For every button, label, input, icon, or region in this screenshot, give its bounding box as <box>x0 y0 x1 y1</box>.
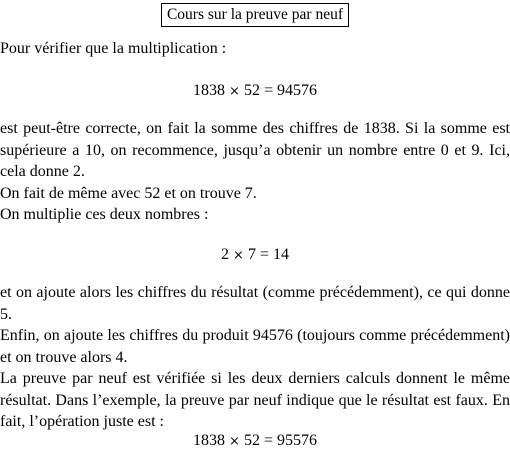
equation-multiplication-wrong <box>0 81 510 102</box>
paragraph-result-sum: et on ajoute alors les chiffres du résultat (comme précédemment), ce qui donne 5. <box>0 284 510 323</box>
paragraph-intro: Pour vérifier que la multiplication : <box>0 40 227 57</box>
equation-right-operand: 52 <box>243 432 260 449</box>
equation-equals: = <box>263 82 273 99</box>
paragraph-product-sum: Enfin, on ajoute les chiffres du produit 94576 (toujours comme précédemment) et on trouve alors 4. <box>0 327 510 366</box>
equation-result: 14 <box>272 246 289 263</box>
equation-right-operand: 7 <box>247 246 256 263</box>
equation-multiplication-correct <box>0 431 510 452</box>
title-container <box>0 3 510 27</box>
equation-operator: × <box>229 434 240 449</box>
equation-result: 94576 <box>276 82 317 99</box>
paragraph-digit-sum: est peut-être correcte, on fait la somme des chiffres de 1838. Si la somme est supérieure a 10, on recommence, jusqu’a obtenir un nombre entre 0 et 9. Ici, cela donne 2. <box>0 120 510 180</box>
equation-digit-product <box>0 245 510 266</box>
equation-equals: = <box>259 246 269 263</box>
paragraph-second-factor: On fait de même avec 52 et on trouve 7. <box>0 185 257 202</box>
equation-right-operand: 52 <box>243 82 260 99</box>
equation-left-operand: 1838 <box>193 82 226 99</box>
equation-equals: = <box>263 432 273 449</box>
equation-result: 95576 <box>276 432 317 449</box>
paragraph-multiply: On multiplie ces deux nombres : <box>0 206 209 223</box>
paragraph-conclusion: La preuve par neuf est vérifiée si les deux derniers calculs donnent le même résultat. Dans l’exemple, la preuve par neuf indique que le résultat est faux. En fait, l’opération juste est : <box>0 370 510 430</box>
equation-left-operand: 2 <box>221 246 230 263</box>
equation-left-operand: 1838 <box>193 432 226 449</box>
page-title: Cours sur la preuve par neuf <box>161 3 349 27</box>
equation-operator: × <box>229 84 240 99</box>
equation-operator: × <box>233 248 244 263</box>
